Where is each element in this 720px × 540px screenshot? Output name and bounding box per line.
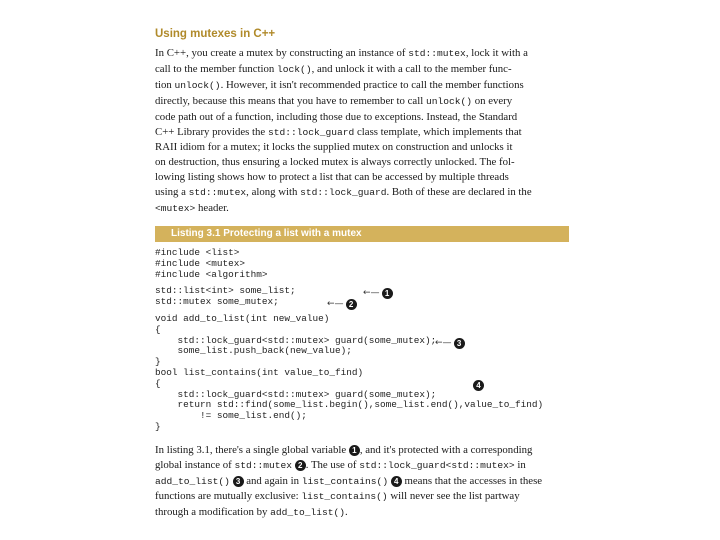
callout-ref-badge: 3 [233,476,244,487]
callout-ref-badge: 4 [391,476,402,487]
text-line [155,78,569,94]
text-run: In listing 3.1, there's a single global variable [155,443,349,456]
text-run: , and unlock it with a call to the member func- [311,62,512,75]
callout-1 [363,288,393,299]
callout-ref-badge: 1 [349,445,360,456]
callout-badge-3: 3 [454,338,465,349]
inline-code: unlock() [174,79,221,91]
text-line [155,155,569,170]
text-line [155,185,569,201]
text-run: RAII idiom for a mutex; it locks the supplied mutex on construction and unlocks it [155,141,513,154]
inline-code: std::lock_guard [300,187,387,199]
inline-code: std::lock_guard [267,126,355,138]
arrow-icon: ←— [327,299,344,310]
text-run: C++ Library provides the [155,125,268,138]
text-run: and again in [243,474,302,487]
code-line: { [155,377,161,389]
text-run: header. [195,202,229,215]
text-line [155,125,569,141]
text-run: class template, which implements that [354,125,522,138]
text-run: using a [155,186,189,199]
code-line: } [155,356,161,368]
text-run: global instance of [155,458,235,471]
text-line [155,505,569,521]
text-line [155,140,569,155]
text-line [155,489,569,505]
code-line: bool list_contains(int value_to_find) [155,366,364,378]
text-run: , and it's protected with a corresponding [359,443,533,456]
text-line [155,94,569,110]
text-run: on every [472,94,513,107]
code-line: #include <mutex> [155,257,246,269]
code-line: some_list.push_back(new_value); [155,345,352,357]
inline-code: add_to_list() [155,475,230,487]
text-line [155,458,569,474]
inline-code: lock() [277,63,312,75]
callout-4 [473,380,484,391]
callout-3 [435,338,465,349]
code-line: return std::find(some_list.begin(),some_list.end(),value_to_find) [155,399,544,411]
text-run: through a modification by [155,506,271,519]
inline-code: add_to_list() [270,507,345,519]
code-line: #include <algorithm> [155,268,268,280]
inline-code: std::mutex [188,187,247,199]
section-heading: Using mutexes in C++ [155,28,276,40]
code-line: #include <list> [155,246,240,258]
text-run: means that the accesses in these [401,474,543,487]
callout-badge-1: 1 [382,288,393,299]
code-line: void add_to_list(int new_value) [155,312,330,324]
callout-badge-2: 2 [346,299,357,310]
text-run: , along with [246,186,301,199]
text-run: directly, because this means that you have to remember to call [155,94,426,107]
text-run: . However, it isn't recommended practice to call the member functions [220,78,524,91]
code-line: std::lock_guard<std::mutex> guard(some_mutex); [155,334,437,346]
inline-code: std::lock_guard<std::mutex> [359,459,515,471]
inline-code: unlock() [425,95,472,107]
listing-title-bar: Listing 3.1 Protecting a list with a mutex [155,226,569,242]
text-line [155,443,569,458]
code-listing [155,248,569,433]
arrow-icon: ←— [435,338,452,349]
inline-code: std::mutex [408,48,466,59]
text-run: functions are mutually exclusive: [155,490,302,503]
inline-code: <mutex> [155,203,196,215]
code-line: std::lock_guard<std::mutex> guard(some_mutex); [155,388,437,400]
callout-ref-badge: 2 [295,460,306,471]
text-line [155,62,569,78]
text-run: , lock it with a [465,47,528,59]
text-run: . Both of these are declared in the [386,186,532,199]
text-run: In C++, you create a mutex by constructing an instance of [155,47,409,59]
code-line: != some_list.end(); [155,410,307,422]
text-run: tion [155,78,175,91]
text-line [155,170,569,185]
callout-badge-4: 4 [473,380,484,391]
inline-code: std::mutex [234,459,293,471]
outro-paragraph [155,443,569,522]
text-run: code path out of a function, including those due to exceptions. Instead, the Standard [155,110,518,123]
callout-2 [327,299,357,310]
text-run: call to the member function [155,62,278,75]
code-line: std::mutex some_mutex; [155,296,279,308]
text-run: will never see the list partway [387,490,520,503]
code-line: std::list<int> some_list; [155,285,296,297]
inline-code: list_contains() [301,475,389,487]
arrow-icon: ←— [363,288,380,299]
intro-paragraph [155,46,569,217]
text-line [155,110,569,125]
inline-code: list_contains() [301,491,388,503]
text-run: lowing listing shows how to protect a list that can be accessed by multiple threads [155,171,509,184]
text-run: on destruction, thus ensuring a locked mutex is always correctly unlocked. The fol- [155,156,515,169]
text-line [155,474,569,490]
document-page [155,28,569,521]
text-line [155,46,569,62]
text-run: . [345,506,348,519]
code-line: { [155,323,161,335]
text-line [155,201,569,217]
text-run: . The use of [305,458,360,471]
text-run: in [514,458,526,471]
code-line: } [155,420,161,432]
